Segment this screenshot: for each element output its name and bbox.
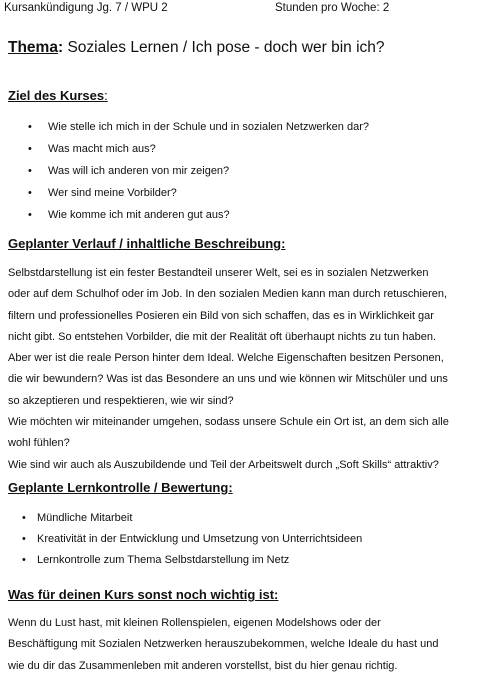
paragraph-line: Wie sind wir auch als Auszubildende und Teil der Arbeitswelt durch „Soft Skills“ attraktiv? — [8, 458, 439, 471]
page-title — [8, 39, 385, 57]
paragraph-line: Wenn du Lust hast, mit kleinen Rollenspielen, eigenen Modelshows oder der — [8, 617, 381, 629]
bullet: • — [28, 209, 32, 221]
paragraph-line: Selbstdarstellung ist ein fester Bestandteil unserer Welt, sei es in sozialen Netzwerken — [8, 267, 429, 279]
list-item-text: Wer sind meine Vorbilder? — [48, 187, 177, 199]
paragraph-line: Beschäftigung mit Sozialen Netzwerken herauszubekommen, welche Ideale du hast und — [8, 638, 439, 651]
bullet: • — [28, 187, 32, 199]
paragraph-line: nicht gibt. So entstehen Vorbilder, die mit der Realität oft überhaupt nichts zu tun haben. — [8, 330, 437, 343]
bullet: • — [22, 512, 26, 524]
title-label: Thema — [8, 39, 58, 56]
important-heading-colon: : — [274, 587, 279, 602]
goals-heading-colon: : — [104, 88, 108, 103]
bullet: • — [28, 165, 32, 177]
paragraph-line: so akzeptieren und respektieren, wie wir sind? — [8, 394, 234, 407]
bullet: • — [28, 143, 32, 155]
course-plan-heading-colon: : — [281, 236, 286, 251]
title-colon: : — [57, 39, 64, 56]
bullet: • — [22, 554, 26, 566]
course-header: Kursankündigung Jg. 7 / WPU 2 — [4, 2, 168, 14]
paragraph-line: die wir bewundern? Was ist das Besondere an uns und wie können wir Mitschüler und uns — [8, 373, 448, 386]
list-item-text: Lernkontrolle zum Thema Selbstdarstellung im Netz — [37, 554, 290, 566]
course-plan-heading-text: Geplanter Verlauf / inhaltliche Beschreibung — [8, 236, 282, 251]
goals-heading — [8, 88, 108, 103]
course-plan-paragraph — [8, 263, 449, 476]
bullet: • — [28, 121, 32, 133]
important-paragraph — [8, 613, 438, 677]
goals-heading-text: Ziel des Kurses — [8, 88, 105, 103]
paragraph-line: wie du dir das Zusammenleben mit anderen vorstellst, bist du hier genau richtig. — [8, 659, 398, 672]
evaluation-heading — [8, 480, 233, 495]
list-item-text: Was will ich anderen von mir zeigen? — [48, 165, 230, 177]
paragraph-line: filtern und professionelles Posieren ein Bild von sich schaffen, das es in Wirklichkeit gar — [8, 309, 434, 322]
list-item-text: Wie komme ich mit anderen gut aus? — [48, 209, 230, 221]
paragraph-line: oder auf dem Schulhof oder im Job. In den sozialen Medien kann man durch retuschieren, — [8, 288, 448, 301]
list-item-text: Was macht mich aus? — [48, 143, 156, 155]
evaluation-heading-colon: : — [228, 480, 233, 495]
paragraph-line: Aber wer ist die reale Person hinter dem Ideal. Welche Eigenschaften besitzen Personen, — [8, 352, 444, 365]
bullet: • — [22, 533, 26, 545]
title-text: Soziales Lernen / Ich pose - doch wer bin ich? — [63, 39, 385, 56]
paragraph-line: wohl fühlen? — [8, 437, 70, 450]
list-item-text: Kreativität in der Entwicklung und Umsetzung von Unterrichtsideen — [37, 533, 363, 545]
list-item-text: Wie stelle ich mich in der Schule und in sozialen Netzwerken dar? — [48, 121, 369, 133]
important-heading-text: Was für deinen Kurs sonst noch wichtig ist — [8, 587, 275, 602]
hours-per-week: Stunden pro Woche: 2 — [275, 2, 390, 14]
paragraph-line: Wie möchten wir miteinander umgehen, sodass unsere Schule ein Ort ist, an dem sich alle — [8, 416, 449, 429]
course-plan-heading — [8, 236, 285, 251]
important-heading — [8, 587, 278, 602]
list-item-text: Mündliche Mitarbeit — [37, 512, 133, 524]
evaluation-heading-text: Geplante Lernkontrolle / Bewertung — [8, 480, 229, 495]
